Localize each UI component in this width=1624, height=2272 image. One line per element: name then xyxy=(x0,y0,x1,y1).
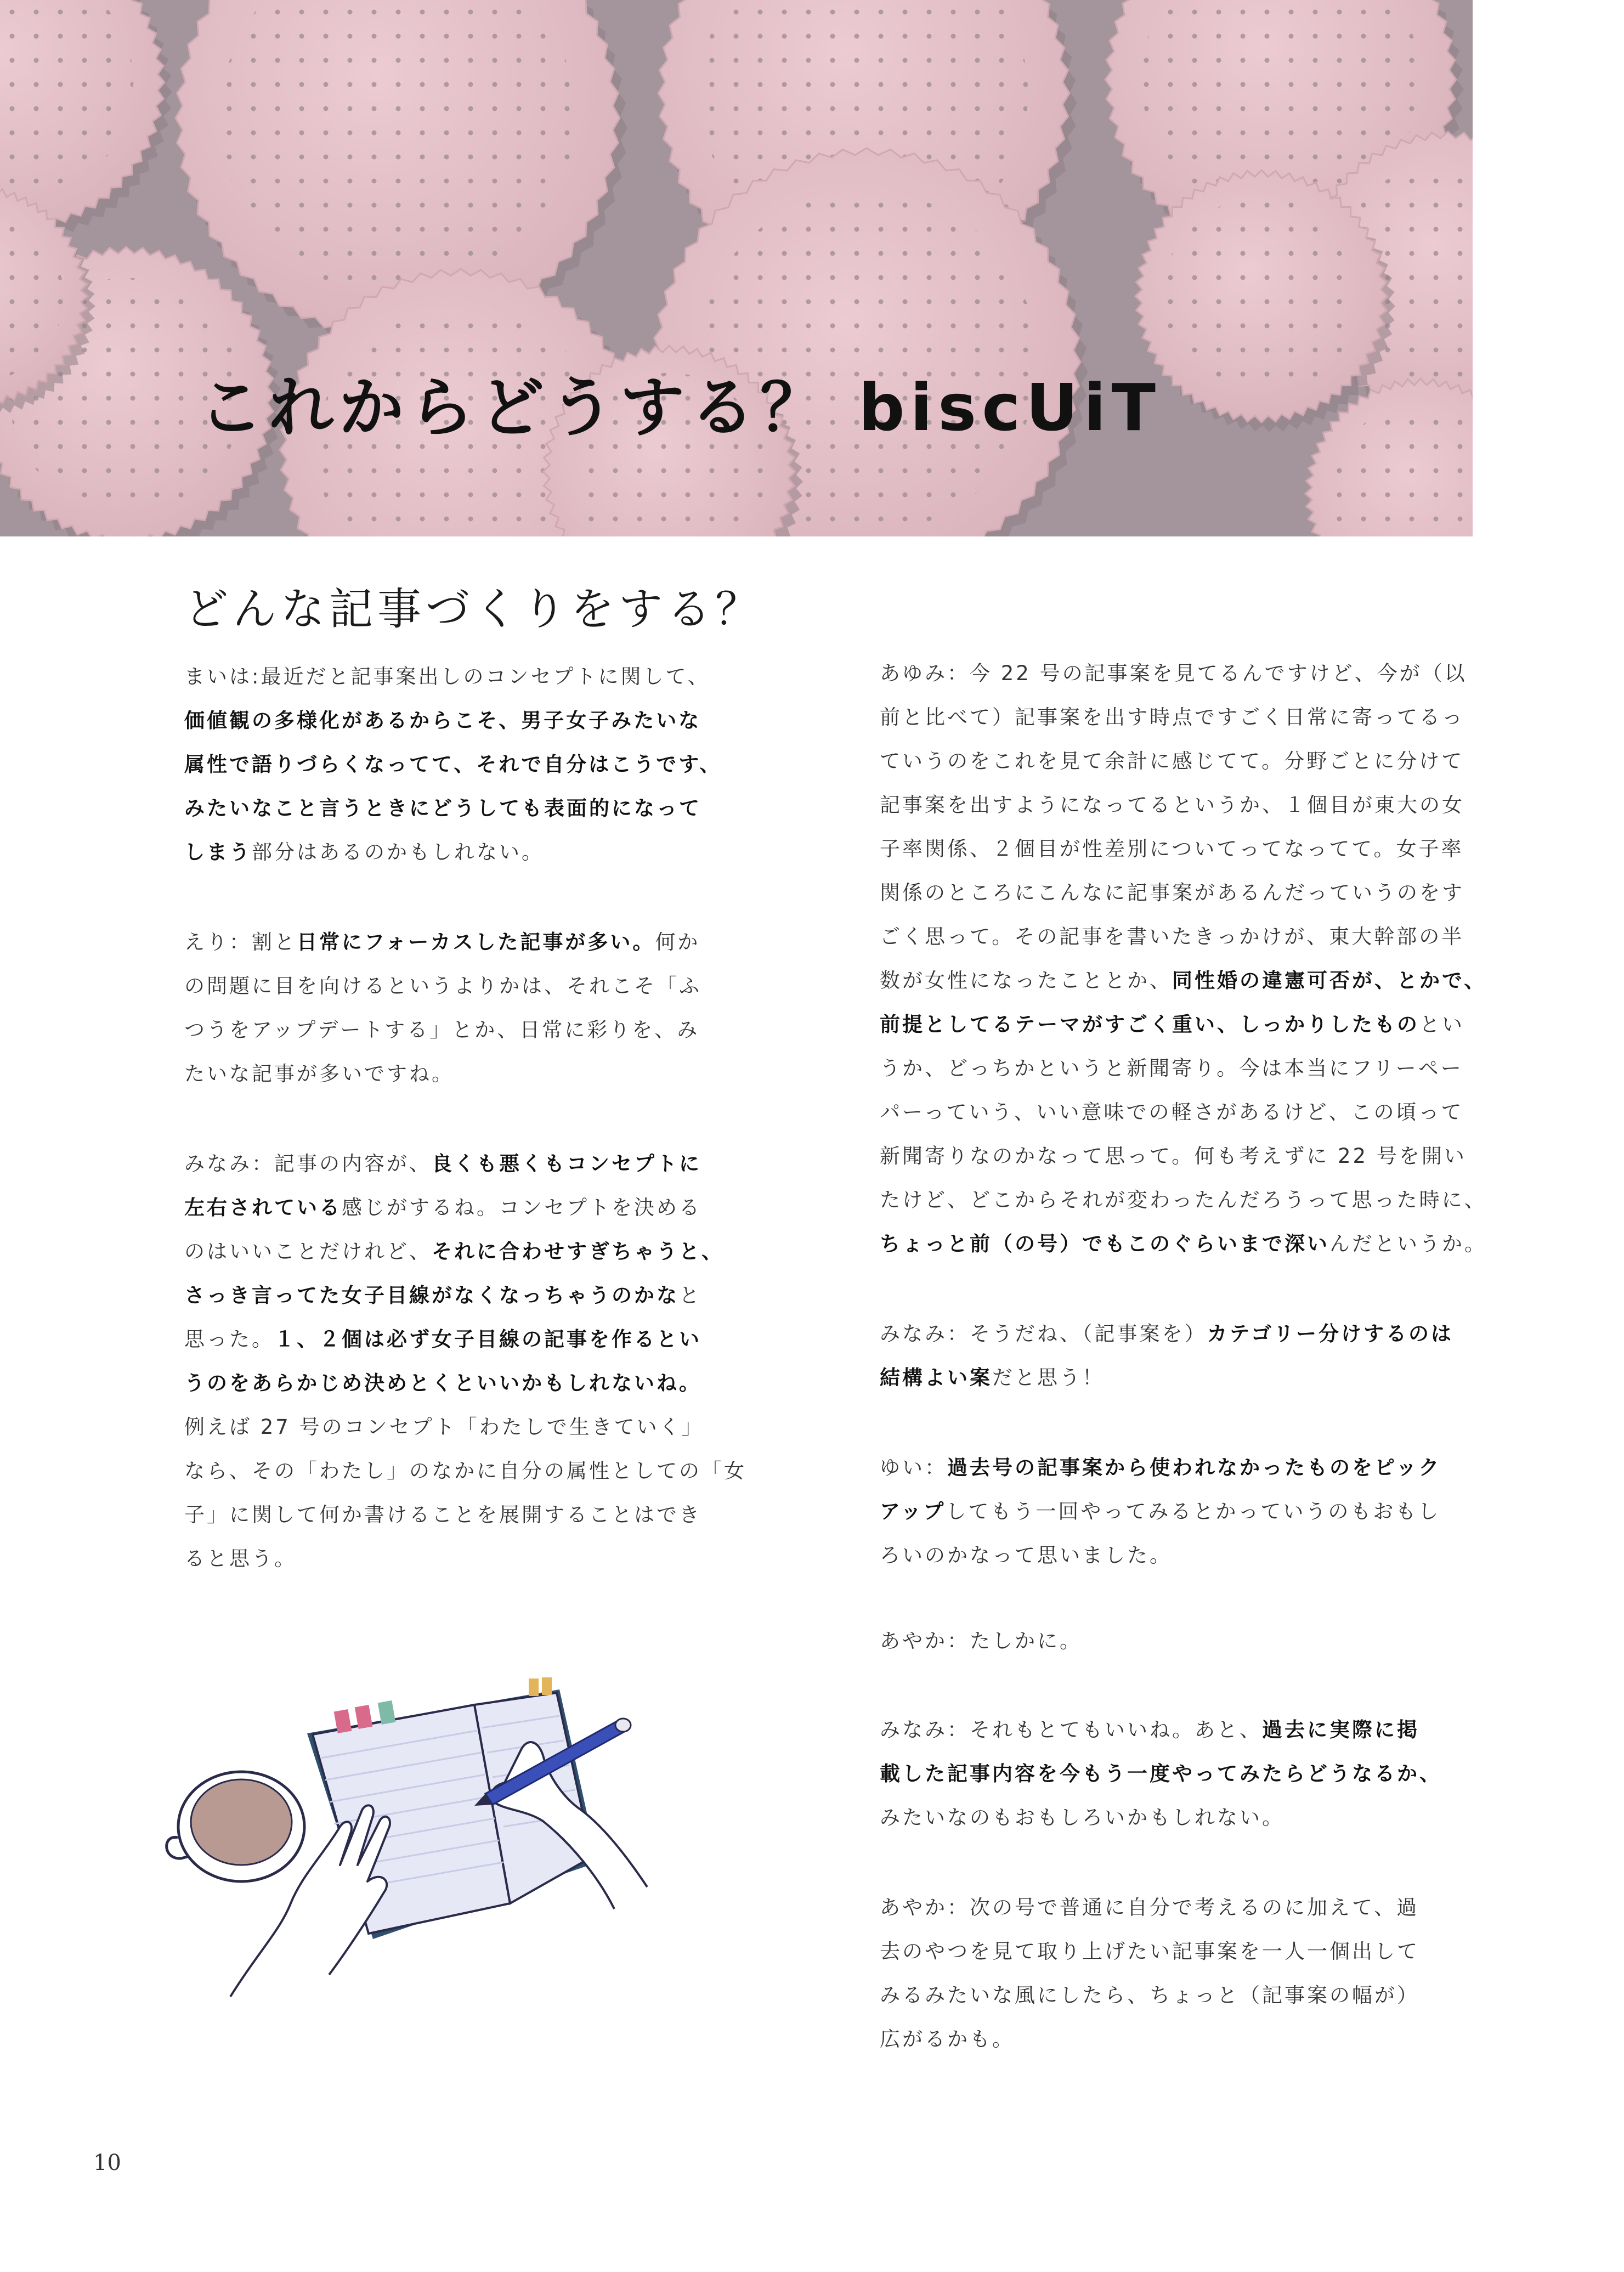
paragraph xyxy=(184,920,766,1096)
page-title: これからどうする？ biscUiT xyxy=(199,370,1161,445)
text-line xyxy=(880,915,1516,959)
body-text: みるみたいな風にしたら、ちょっと（記事案の幅が） xyxy=(880,1983,1419,2007)
text-line xyxy=(880,1312,1516,1356)
emphasized-text: ちょっと前（の号）でもこのぐらいまで深い xyxy=(880,1232,1329,1256)
body-text: まいは:最近だと記事案出しのコンセプトに関して、 xyxy=(184,665,710,688)
text-line xyxy=(880,1708,1516,1752)
header-banner xyxy=(0,0,1473,536)
body-text: あやか：次の号で普通に自分で考えるのに加えて、過 xyxy=(880,1896,1419,1919)
emphasized-text: 過去に実際に掲 xyxy=(1262,1718,1419,1742)
text-line xyxy=(184,743,766,787)
body-text: つうをアップデートする」とか、日常に彩りを、み xyxy=(184,1018,700,1042)
emphasized-text: さっき言ってた女子目線がなくなっちゃうのかな xyxy=(184,1284,679,1307)
body-text: みなみ：それもとてもいいね。あと、 xyxy=(880,1718,1262,1742)
emphasized-text: 価値観の多様化があるからこそ、男子女子みたいな xyxy=(184,709,701,732)
paragraph xyxy=(184,1142,766,1581)
body-text: たいな記事が多いですね。 xyxy=(184,1062,454,1086)
body-text: 広がるかも。 xyxy=(880,2027,1015,2051)
paragraph xyxy=(880,1886,1516,2061)
text-line xyxy=(184,1537,766,1581)
right-column xyxy=(880,652,1516,2061)
emphasized-text: 日常にフォーカスした記事が多い。 xyxy=(297,930,655,954)
text-line xyxy=(880,1178,1516,1222)
text-line xyxy=(184,1274,766,1318)
text-line xyxy=(184,1318,766,1361)
emphasized-text: 属性で語りづらくなってて、それで自分はこうです、 xyxy=(184,753,722,776)
left-column xyxy=(184,655,766,1581)
text-line xyxy=(184,1052,766,1096)
body-text: のはいいことだけれど、 xyxy=(184,1240,432,1263)
text-line xyxy=(880,1134,1516,1178)
text-line xyxy=(184,830,766,874)
body-text: 思った。 xyxy=(184,1327,274,1351)
text-line xyxy=(880,1222,1516,1266)
body-text: 何か xyxy=(655,930,700,954)
text-line xyxy=(880,696,1516,739)
section-heading: どんな記事づくりをする？ xyxy=(184,584,763,635)
paragraph xyxy=(880,1446,1516,1578)
body-text: あやか：たしかに。 xyxy=(880,1629,1082,1653)
text-line xyxy=(880,1090,1516,1134)
text-line xyxy=(880,652,1516,696)
body-text: みなみ：記事の内容が、 xyxy=(184,1152,432,1175)
body-text: だと思う！ xyxy=(992,1366,1105,1389)
body-text: ると思う。 xyxy=(184,1547,297,1570)
text-line xyxy=(880,1356,1516,1400)
page-number: 10 xyxy=(93,2150,121,2175)
biscuit-background-image xyxy=(0,0,1473,536)
text-line xyxy=(184,655,766,699)
body-text: えり：割と xyxy=(184,930,297,954)
text-line xyxy=(880,1930,1516,1974)
emphasized-text: １、２個は必ず女子目線の記事を作るとい xyxy=(274,1327,701,1351)
emphasized-text: しまう xyxy=(184,840,252,864)
emphasized-text: それに合わせすぎちゃうと、 xyxy=(432,1240,724,1263)
text-line xyxy=(880,827,1516,871)
body-text: ごく思って。その記事を書いたきっかけが、東大幹部の半 xyxy=(880,925,1464,948)
text-line xyxy=(880,1446,1516,1490)
notebook-writing-illustration xyxy=(165,1646,724,2030)
body-text: パーっていう、いい意味での軽さがあるけど、この頃って xyxy=(880,1100,1464,1124)
body-text: 感じがするね。コンセプトを決める xyxy=(342,1196,701,1219)
paragraph xyxy=(880,1619,1516,1663)
text-line xyxy=(880,1534,1516,1578)
body-text: みたいなのもおもしろいかもしれない。 xyxy=(880,1806,1285,1829)
text-line xyxy=(184,1493,766,1537)
text-line xyxy=(184,1008,766,1052)
coffee-cup-icon xyxy=(167,1772,304,1881)
text-line xyxy=(880,1490,1516,1534)
body-text: 子率関係、２個目が性差別についてってなってて。女子率 xyxy=(880,837,1464,861)
body-text: 子」に関して何か書けることを展開することはでき xyxy=(184,1503,701,1527)
body-text: ゆい： xyxy=(880,1456,947,1479)
body-text: 数が女性になったこととか、 xyxy=(880,969,1172,992)
emphasized-text: 同性婚の違憲可否が、とかで、 xyxy=(1172,969,1487,992)
emphasized-text: 左右されている xyxy=(184,1196,342,1219)
text-line xyxy=(184,699,766,743)
body-text: とい xyxy=(1419,1013,1464,1036)
body-text: うか、どっちかというと新聞寄り。今は本当にフリーペー xyxy=(880,1056,1463,1080)
emphasized-text: みたいなこと言うときにどうしても表面的になって xyxy=(184,796,701,820)
text-line xyxy=(184,1230,766,1274)
text-line xyxy=(880,739,1516,783)
body-text: あゆみ：今 22 号の記事案を見てるんですけど、今が（以 xyxy=(880,662,1467,685)
body-text: 去のやつを見て取り上げたい記事案を一人一個出して xyxy=(880,1940,1419,1963)
body-text: んだというか。 xyxy=(1329,1232,1487,1256)
text-line xyxy=(184,1142,766,1186)
emphasized-text: 前提としてるテーマがすごく重い、しっかりしたもの xyxy=(880,1013,1419,1036)
emphasized-text: 載した記事内容を今もう一度やってみたらどうなるか、 xyxy=(880,1762,1442,1785)
emphasized-text: カテゴリー分けするのは xyxy=(1207,1322,1454,1346)
text-line xyxy=(184,1361,766,1405)
text-line xyxy=(880,1796,1516,1840)
body-text: 関係のところにこんなに記事案があるんだっていうのをす xyxy=(880,881,1464,905)
text-line xyxy=(184,787,766,830)
emphasized-text: アップ xyxy=(880,1500,946,1523)
body-text: なら、その「わたし」のなかに自分の属性としての「女 xyxy=(184,1459,746,1483)
body-text: の問題に目を向けるというよりかは、それこそ「ふ xyxy=(184,974,701,998)
text-line xyxy=(184,1405,766,1449)
body-text: ていうのをこれを見て余計に感じてて。分野ごとに分けて xyxy=(880,749,1464,773)
text-line xyxy=(880,1619,1516,1663)
body-text: と xyxy=(679,1284,701,1307)
paragraph xyxy=(880,652,1516,1266)
body-text: たけど、どこからそれが変わったんだろうって思った時に、 xyxy=(880,1188,1487,1212)
text-line xyxy=(184,964,766,1008)
emphasized-text: うのをあらかじめ決めとくといいかもしれないね。 xyxy=(184,1371,701,1395)
body-text: みなみ：そうだね、（記事案を） xyxy=(880,1322,1207,1346)
paragraph xyxy=(880,1708,1516,1840)
emphasized-text: 良くも悪くもコンセプトに xyxy=(432,1152,701,1175)
text-line xyxy=(880,1003,1516,1047)
text-line xyxy=(880,1974,1516,2017)
body-text: 例えば 27 号のコンセプト「わたしで生きていく」 xyxy=(184,1415,704,1439)
text-line xyxy=(880,2017,1516,2061)
body-text: 新聞寄りなのかなって思って。何も考えずに 22 号を開い xyxy=(880,1144,1467,1168)
body-text: ろいのかなって思いました。 xyxy=(880,1544,1172,1567)
text-line xyxy=(880,871,1516,915)
text-line xyxy=(880,783,1516,827)
body-text: 前と比べて）記事案を出す時点ですごく日常に寄ってるっ xyxy=(880,705,1464,729)
body-text: 部分はあるのかもしれない。 xyxy=(252,840,544,864)
text-line xyxy=(880,1047,1516,1090)
text-line xyxy=(184,1186,766,1230)
text-line xyxy=(880,1886,1516,1930)
paragraph xyxy=(184,655,766,874)
text-line xyxy=(880,1752,1516,1796)
body-text: 記事案を出すようになってるというか、１個目が東大の女 xyxy=(880,793,1464,817)
text-line xyxy=(184,1449,766,1493)
text-line xyxy=(184,920,766,964)
emphasized-text: 結構よい案 xyxy=(880,1366,992,1389)
paragraph xyxy=(880,1312,1516,1400)
body-text: してもう一回やってみるとかっていうのもおもし xyxy=(946,1500,1441,1523)
text-line xyxy=(880,959,1516,1003)
emphasized-text: 過去号の記事案から使われなかったものをピック xyxy=(947,1456,1441,1479)
